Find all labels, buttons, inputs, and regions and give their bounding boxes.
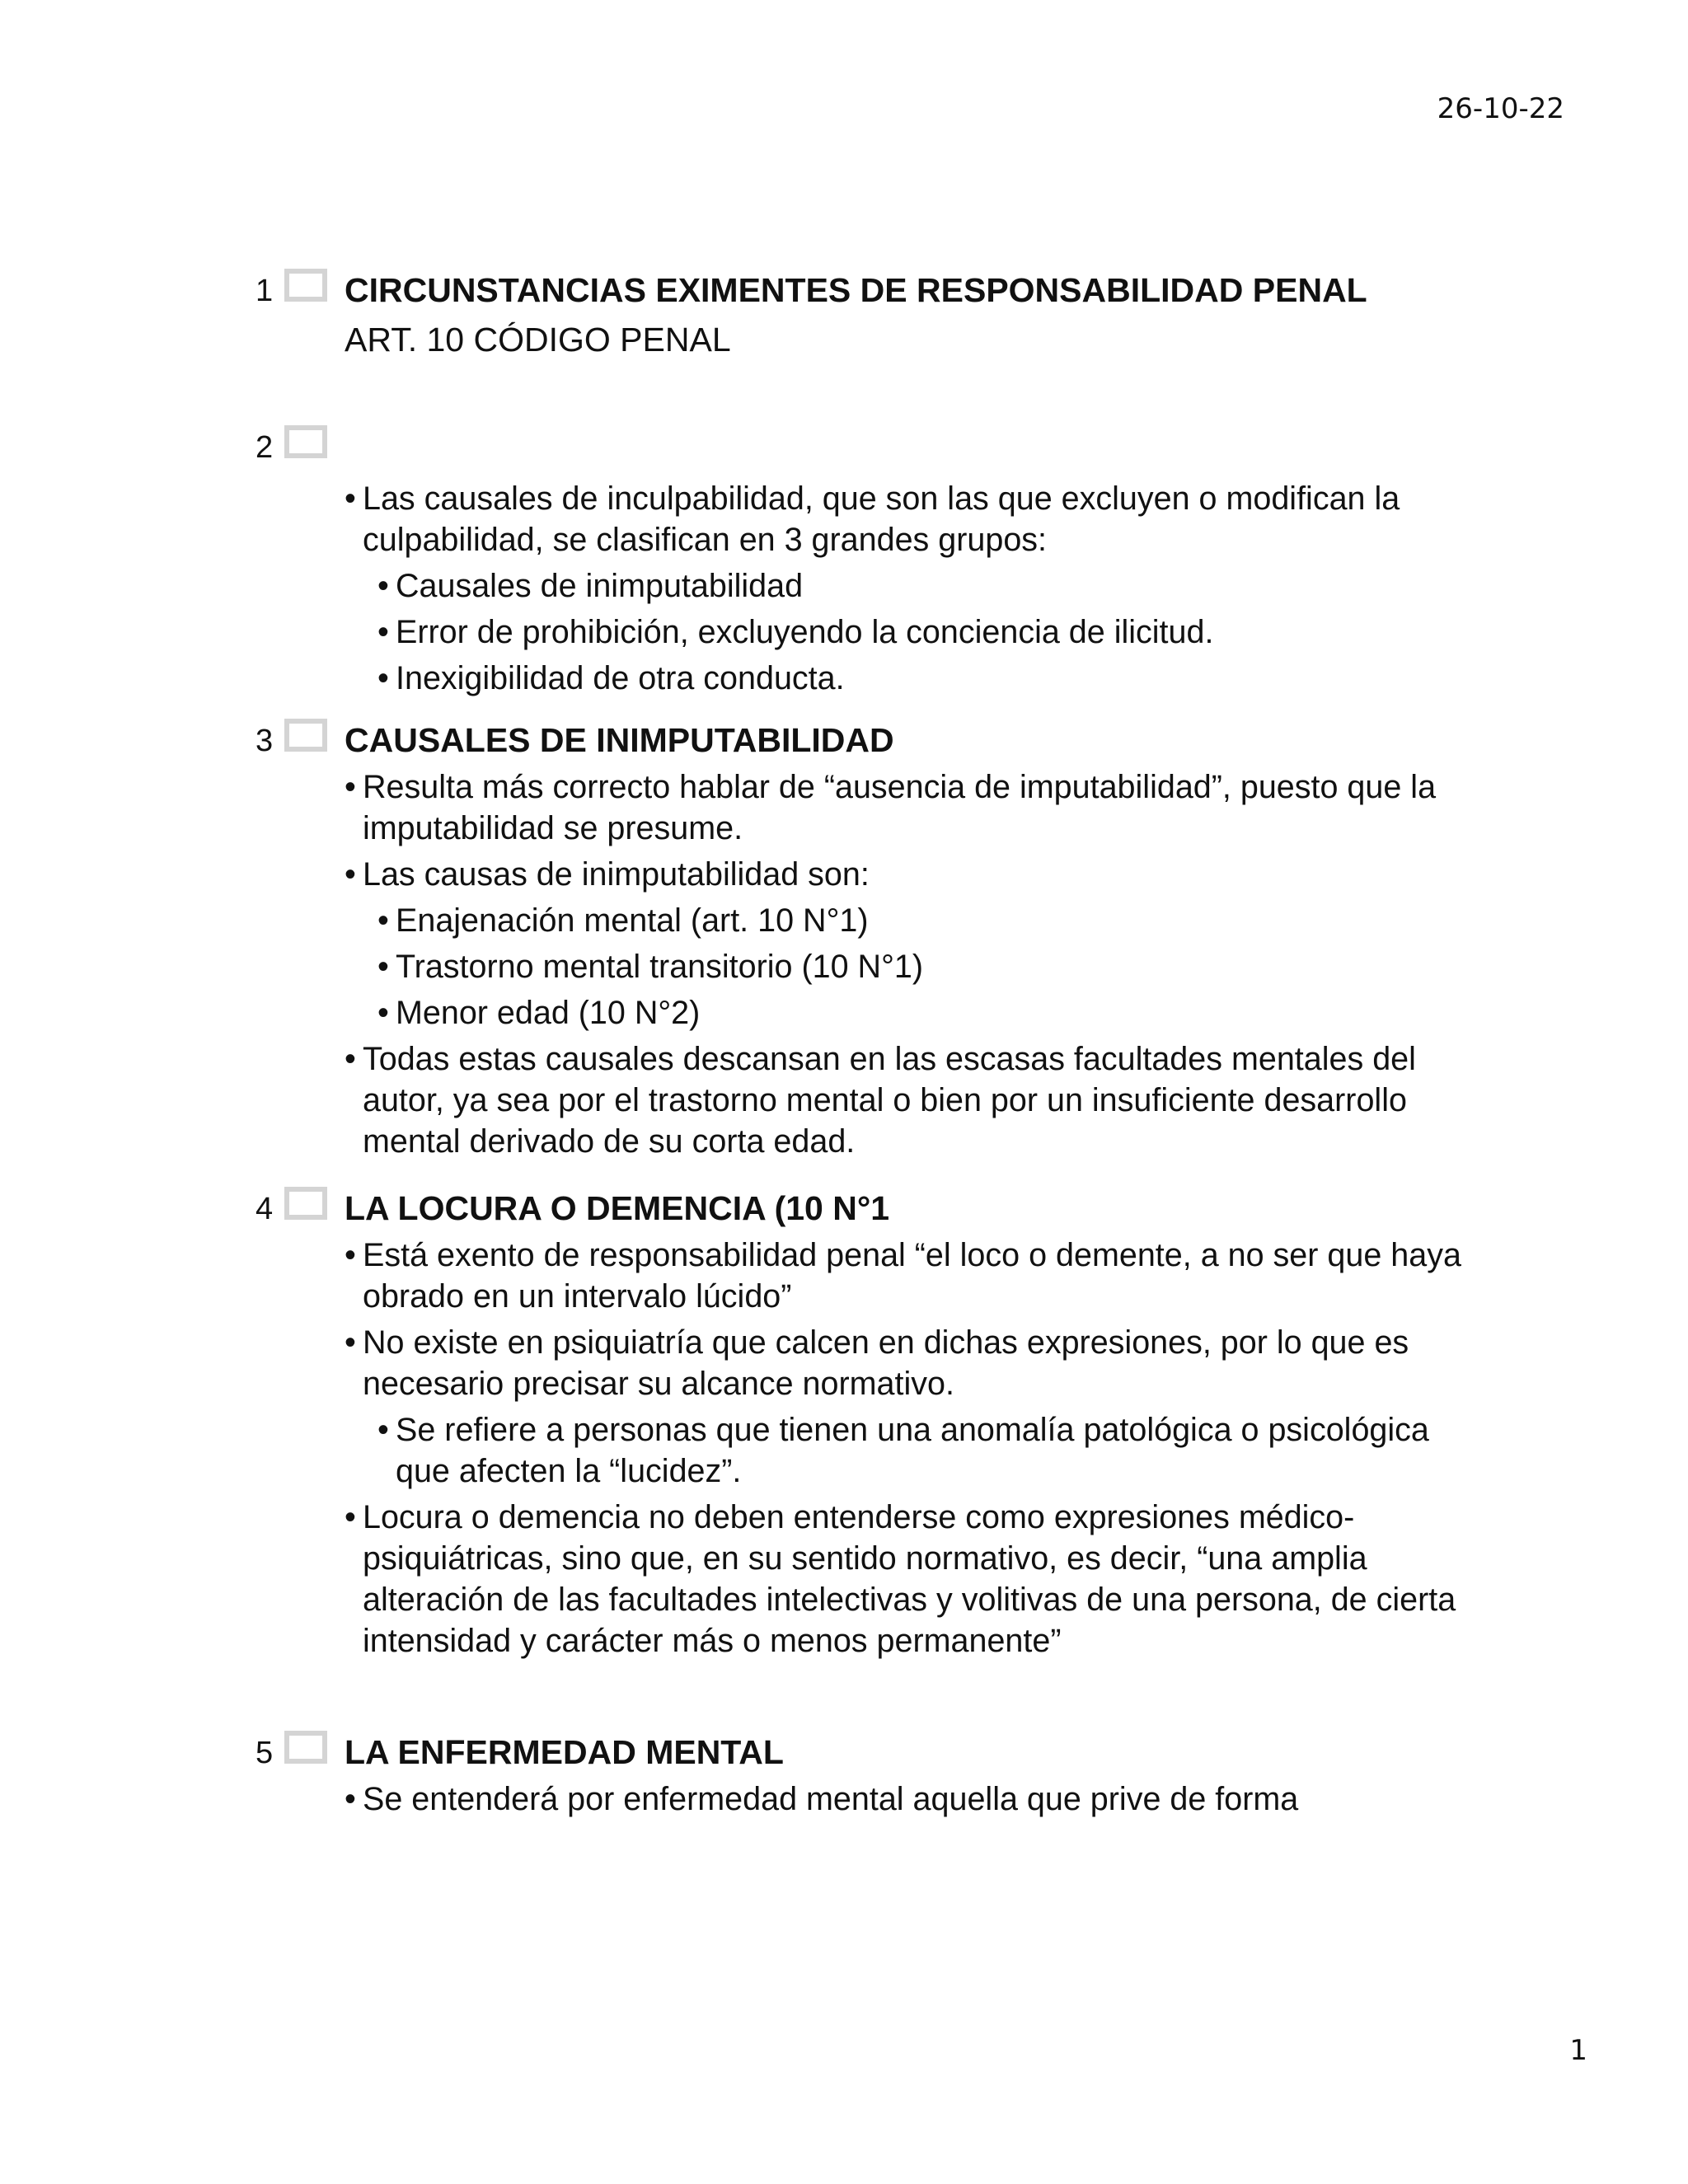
slide-title: LA ENFERMEDAD MENTAL xyxy=(345,1733,784,1771)
bullet-item: • Todas estas causales descansan en las escasas facultades mentales del autor, ya sea por el trastorno mental o bien por un insuficiente desarrollo mental derivado de su corta edad. xyxy=(345,1038,1474,1162)
slide-number: 5 xyxy=(256,1736,274,1770)
bullet-item: • Las causas de inimputabilidad son: xyxy=(345,854,1474,895)
sub-bullet-item: • Inexigibilidad de otra conducta. xyxy=(377,658,1474,699)
slide-thumbnail xyxy=(284,1731,327,1764)
header-date: 26-10-22 xyxy=(1437,92,1564,125)
bullet-item: • Resulta más correcto hablar de “ausencia de imputabilidad”, puesto que la imputabilidad se presume. xyxy=(345,766,1474,849)
slide-thumbnail xyxy=(284,1187,327,1220)
bullet-list xyxy=(345,766,1474,1162)
slide-title: CIRCUNSTANCIAS EXIMENTES DE RESPONSABILIDAD PENAL xyxy=(345,271,1367,309)
bullet-item: • Está exento de responsabilidad penal “el loco o demente, a no ser que haya obrado en un intervalo lúcido” xyxy=(345,1235,1474,1317)
slide-content xyxy=(345,269,1474,361)
bullet-item: • Las causales de inculpabilidad, que son las que excluyen o modifican la culpabilidad, se clasifican en 3 grandes grupos: xyxy=(345,478,1474,560)
slide-title: CAUSALES DE INIMPUTABILIDAD xyxy=(345,721,894,759)
sub-bullet-item: • Enajenación mental (art. 10 N°1) xyxy=(377,900,1474,941)
slide-thumbnail xyxy=(284,425,327,458)
slide-thumbnail xyxy=(284,269,327,302)
sub-bullet-item: • Se refiere a personas que tienen una anomalía patológica o psicológica que afecten la “lucidez”. xyxy=(377,1409,1474,1492)
slide-thumbnail xyxy=(284,719,327,752)
page-number: 1 xyxy=(1569,2034,1587,2067)
slide-title: LA LOCURA O DEMENCIA (10 N°1 xyxy=(345,1189,890,1227)
sub-bullet-item: • Menor edad (10 N°2) xyxy=(377,992,1474,1033)
bullet-list xyxy=(345,1235,1474,1661)
bullet-list xyxy=(345,1779,1474,1820)
bullet-item: • Locura o demencia no deben entenderse como expresiones médico-psiquiátricas, sino que, en su sentido normativo, es decir, “una amplia alteración de las facultades intelectivas y volitivas de una persona, de cierta intensidad y carácter más o menos permanente” xyxy=(345,1497,1474,1661)
bullet-item: • No existe en psiquiatría que calcen en dichas expresiones, por lo que es necesario precisar su alcance normativo. xyxy=(345,1322,1474,1404)
slide-subtitle: ART. 10 CÓDIGO PENAL xyxy=(345,321,731,359)
slide-content xyxy=(345,1187,1474,1661)
sub-bullet-item: • Error de prohibición, excluyendo la conciencia de ilicitud. xyxy=(377,612,1474,653)
bullet-item: • Se entenderá por enfermedad mental aquella que prive de forma xyxy=(345,1779,1474,1820)
slide-number: 1 xyxy=(256,274,274,308)
slide-number: 3 xyxy=(256,724,274,758)
slide-number: 2 xyxy=(256,430,274,465)
sub-bullet-item: • Causales de inimputabilidad xyxy=(377,565,1474,607)
slide-content xyxy=(345,719,1474,1162)
slide-content xyxy=(345,473,1474,699)
bullet-list xyxy=(345,478,1474,699)
slide-number: 4 xyxy=(256,1192,274,1226)
slide-content xyxy=(345,1731,1474,1820)
sub-bullet-item: • Trastorno mental transitorio (10 N°1) xyxy=(377,946,1474,987)
